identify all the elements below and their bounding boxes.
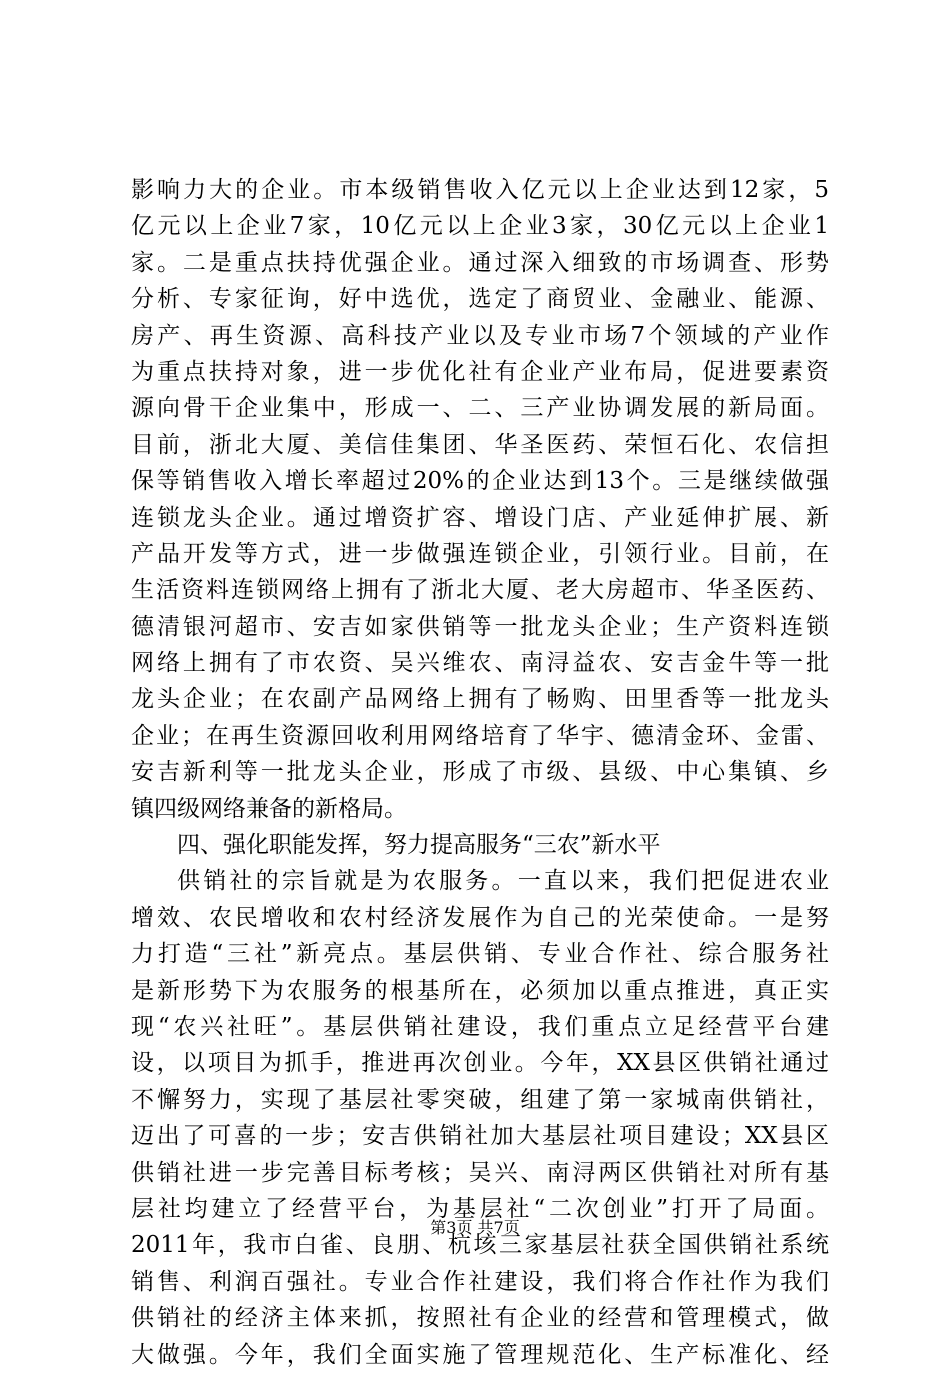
text-line: 现“农兴社旺”。基层供销社建设，我们重点立足经营平台建 xyxy=(131,1013,829,1040)
text-line: 迈出了可喜的一步；安吉供销社加大基层社项目建设；XX县区 xyxy=(131,1123,829,1150)
text-line: 是新形势下为农服务的根基所在，必须加以重点推进，真正实 xyxy=(131,977,829,1004)
body-text xyxy=(131,172,829,1373)
text-line: 网络上拥有了市农资、吴兴维农、南浔益农、安吉金牛等一批 xyxy=(131,650,829,677)
text-line: 供销社的经济主体来抓，按照社有企业的经营和管理模式，做 xyxy=(131,1305,829,1332)
text-line: 连锁龙头企业。通过增资扩容、增设门店、产业延伸扩展、新 xyxy=(131,504,829,531)
text-line: 产品开发等方式，进一步做强连锁企业，引领行业。目前，在 xyxy=(131,540,829,567)
text-line: 安吉新利等一批龙头企业，形成了市级、县级、中心集镇、乡 xyxy=(131,759,829,786)
text-line: 保等销售收入增长率超过20%的企业达到13个。三是继续做强 xyxy=(131,468,829,495)
text-line: 增效、农民增收和农村经济发展作为自己的光荣使命。一是努 xyxy=(131,904,829,931)
text-line: 分析、专家征询，好中选优，选定了商贸业、金融业、能源、 xyxy=(131,286,829,313)
text-line: 目前，浙北大厦、美信佳集团、华圣医药、荣恒石化、农信担 xyxy=(131,431,829,458)
section-heading: 四、强化职能发挥，努力提高服务“三农”新水平 xyxy=(177,832,661,859)
text-line: 源向骨干企业集中，形成一、二、三产业协调发展的新局面。 xyxy=(131,395,829,422)
text-line: 2011年，我市白雀、良朋、杭垓三家基层社获全国供销社系统 xyxy=(131,1232,829,1259)
paragraph-first-line: 供销社的宗旨就是为农服务。一直以来，我们把促进农业 xyxy=(177,868,829,895)
text-line: 房产、再生资源、高科技产业以及专业市场7个领域的产业作 xyxy=(131,322,829,349)
text-line: 企业；在再生资源回收利用网络培育了华宇、德清金环、金雷、 xyxy=(131,722,829,749)
text-line: 影响力大的企业。市本级销售收入亿元以上企业达到12家，5 xyxy=(131,177,829,203)
page-number-footer: 第3页 共7页 xyxy=(430,1218,520,1237)
text-line: 为重点扶持对象，进一步优化社有企业产业布局，促进要素资 xyxy=(131,358,829,385)
text-line: 大做强。今年，我们全面实施了管理规范化、生产标准化、经 xyxy=(131,1341,829,1368)
text-line: 德清银河超市、安吉如家供销等一批龙头企业；生产资料连锁 xyxy=(131,613,829,640)
text-line: 亿元以上企业7家，10亿元以上企业3家，30亿元以上企业1 xyxy=(131,213,829,240)
text-line: 镇四级网络兼备的新格局。 xyxy=(131,795,407,822)
text-line: 家。二是重点扶持优强企业。通过深入细致的市场调查、形势 xyxy=(131,249,829,276)
text-line: 生活资料连锁网络上拥有了浙北大厦、老大房超市、华圣医药、 xyxy=(131,577,829,604)
text-line: 不懈努力，实现了基层社零突破，组建了第一家城南供销社， xyxy=(131,1086,829,1113)
text-line: 龙头企业；在农副产品网络上拥有了畅购、田里香等一批龙头 xyxy=(131,686,829,713)
text-line: 层社均建立了经营平台，为基层社“二次创业”打开了局面。 xyxy=(131,1195,829,1222)
text-line: 设，以项目为抓手，推进再次创业。今年，XX县区供销社通过 xyxy=(131,1050,829,1077)
text-line: 供销社进一步完善目标考核；吴兴、南浔两区供销社对所有基 xyxy=(131,1159,829,1186)
text-line: 销售、利润百强社。专业合作社建设，我们将合作社作为我们 xyxy=(131,1268,829,1295)
text-line: 力打造“三社”新亮点。基层供销、专业合作社、综合服务社 xyxy=(131,941,829,968)
